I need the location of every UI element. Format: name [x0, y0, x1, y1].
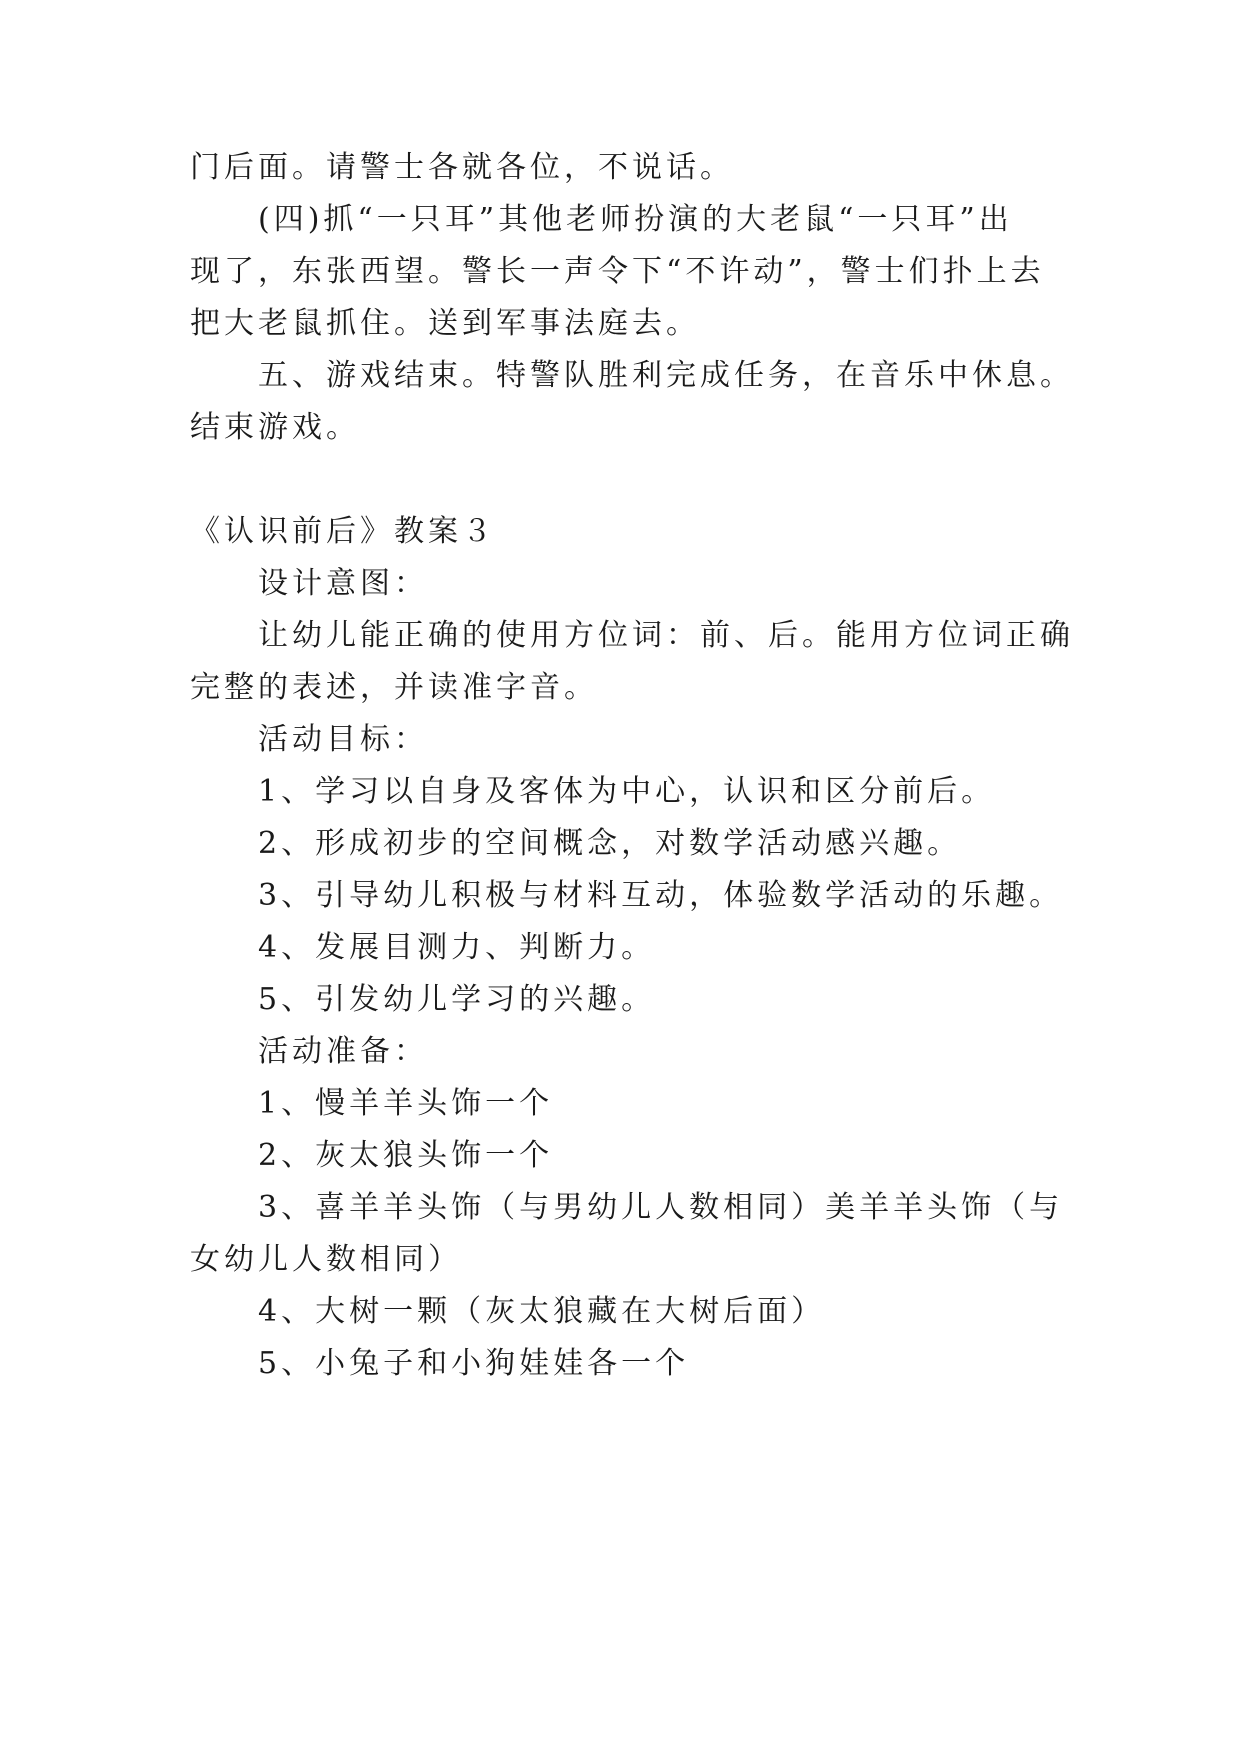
goal-item: 4、发展目测力、判断力。	[258, 930, 656, 965]
goal-item: 2、形成初步的空间概念，对数学活动感兴趣。	[258, 826, 962, 861]
paragraph-line: 让幼儿能正确的使用方位词：前、后。能用方位词正确	[258, 618, 1074, 653]
paragraph-line: 结束游戏。	[190, 410, 360, 445]
section-title: 《认识前后》教案３	[190, 514, 496, 549]
paragraph-line: 把大老鼠抓住。送到军事法庭去。	[190, 306, 700, 341]
prep-item: 5、小兔子和小狗娃娃各一个	[258, 1346, 690, 1381]
activity-prep-heading: 活动准备：	[258, 1034, 428, 1069]
prep-item: 4、大树一颗（灰太狼藏在大树后面）	[258, 1294, 826, 1329]
prep-item: 1、慢羊羊头饰一个	[258, 1086, 554, 1121]
activity-goals-heading: 活动目标：	[258, 722, 428, 757]
goal-item: 5、引发幼儿学习的兴趣。	[258, 982, 656, 1017]
paragraph-line: 完整的表述，并读准字音。	[190, 670, 598, 705]
paragraph-line: (四)抓“一只耳”其他老师扮演的大老鼠“一只耳”出	[258, 202, 1013, 237]
goal-item: 1、学习以自身及客体为中心，认识和区分前后。	[258, 774, 996, 809]
paragraph-line: 门后面。请警士各就各位，不说话。	[190, 150, 734, 185]
prep-item: 3、喜羊羊头饰（与男幼儿人数相同）美羊羊头饰（与	[258, 1190, 1064, 1225]
prep-item: 2、灰太狼头饰一个	[258, 1138, 554, 1173]
paragraph-line: 五、游戏结束。特警队胜利完成任务，在音乐中休息。	[258, 358, 1074, 393]
goal-item: 3、引导幼儿积极与材料互动，体验数学活动的乐趣。	[258, 878, 1064, 913]
prep-item-continued: 女幼儿人数相同）	[190, 1242, 462, 1277]
paragraph-line: 现了，东张西望。警长一声令下“不许动”，警士们扑上去	[190, 254, 1045, 289]
design-intent-heading: 设计意图：	[258, 566, 428, 601]
